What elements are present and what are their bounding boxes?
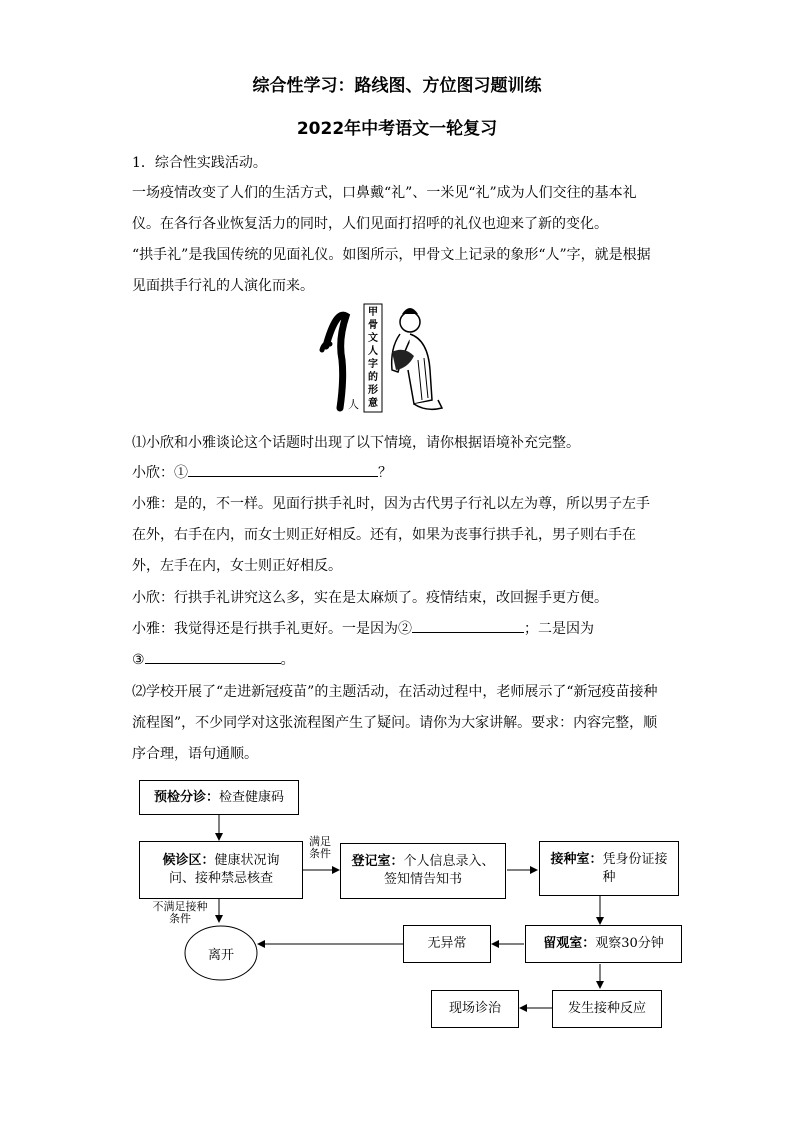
flow-precheck-box	[139, 780, 299, 815]
flow-observe-label: 留观室：	[543, 936, 596, 951]
paragraph-line: “拱手礼”是我国传统的见面礼仪。如图所示，甲骨文上记录的象形“人”字，就是根据	[132, 247, 651, 263]
flow-condition-not-met: 不满足接种条件	[152, 900, 208, 925]
flow-injection-text: 凭身份证接种	[602, 851, 668, 885]
flow-precheck-text: 检查健康码	[219, 789, 285, 805]
flow-condition-met: 满足条件	[309, 835, 331, 860]
dialogue-prefix: 小欣：①	[132, 465, 188, 481]
dialogue-suffix: ；二是因为	[524, 621, 594, 637]
flow-precheck-label: 预检分诊：	[153, 789, 219, 805]
paragraph-line: 一场疫情改变了人们的生活方式，口鼻戴“礼”、一米见“礼”成为人们交往的基本礼	[132, 185, 637, 201]
flow-reaction-box: 发生接种反应	[552, 990, 662, 1028]
flow-observe-box	[525, 925, 682, 963]
flow-injection-label: 接种室：	[550, 851, 603, 867]
dialogue-line: 在外，右手在内，而女士则正好相反。还有，如果为丧事行拱手礼，男子则右手在	[132, 527, 636, 543]
paragraph-line: 见面拱手行礼的人演化而来。	[132, 278, 314, 294]
dialogue-prefix: 小雅：我觉得还是行拱手礼更好。一是因为②	[132, 621, 412, 637]
flow-registration-text: 个人信息录入、签知情告知书	[383, 854, 495, 887]
flow-wait-label: 候诊区：	[162, 853, 215, 868]
dialogue-line: 小欣：行拱手礼讲究这么多，实在是太麻烦了。疫情结束，改回握手更方便。	[132, 590, 608, 606]
sub-question-2-line: 序合理，语句通顺。	[132, 746, 258, 762]
flow-treatment-box: 现场诊治	[431, 990, 519, 1028]
flow-wait-box	[139, 841, 303, 899]
document-title: 综合性学习：路线图、方位图习题训练	[252, 76, 542, 96]
figure-caption: 甲骨文人字的形意	[368, 307, 378, 409]
paragraph-line: 仪。在各行各业恢复活力的同时，人们见面打招呼的礼仪也迎来了新的变化。	[132, 216, 608, 232]
flow-wait-text: 健康状况询问、接种禁忌核查	[168, 853, 280, 886]
flow-registration-label: 登记室：	[351, 854, 404, 869]
flow-normal-box: 无异常	[403, 925, 491, 963]
flow-observe-text: 观察30分钟	[595, 936, 664, 951]
flow-leave-node: 离开	[207, 947, 234, 963]
dialogue-prefix: ③	[132, 652, 145, 668]
dialogue-suffix: 。	[280, 652, 295, 668]
dialogue-line: 外，左手在内，女士则正好相反。	[132, 558, 342, 574]
dialogue-suffix: ？	[378, 465, 392, 481]
dialogue-line: 小雅：是的，不一样。见面行拱手礼时，因为古代男子行礼以左为尊，所以男子左手	[132, 496, 650, 512]
sub-question-1: ⑴小欣和小雅谈论这个话题时出现了以下情境，请你根据语境补充完整。	[132, 435, 580, 451]
sub-question-2-line: 流程图”，不少同学对这张流程图产生了疑问。请你为大家讲解。要求：内容完整，顺	[132, 715, 658, 731]
question-number: 1．综合性实践活动。	[132, 155, 267, 171]
sub-question-2: ⑵学校开展了“走进新冠疫苗”的主题活动，在活动过程中，老师展示了“新冠疫苗接种	[132, 684, 658, 700]
document-subtitle: 2022年中考语文一轮复习	[296, 119, 498, 139]
flow-injection-box	[539, 841, 679, 896]
flow-registration-box	[340, 843, 506, 899]
figure-char-label: 人	[348, 398, 359, 411]
